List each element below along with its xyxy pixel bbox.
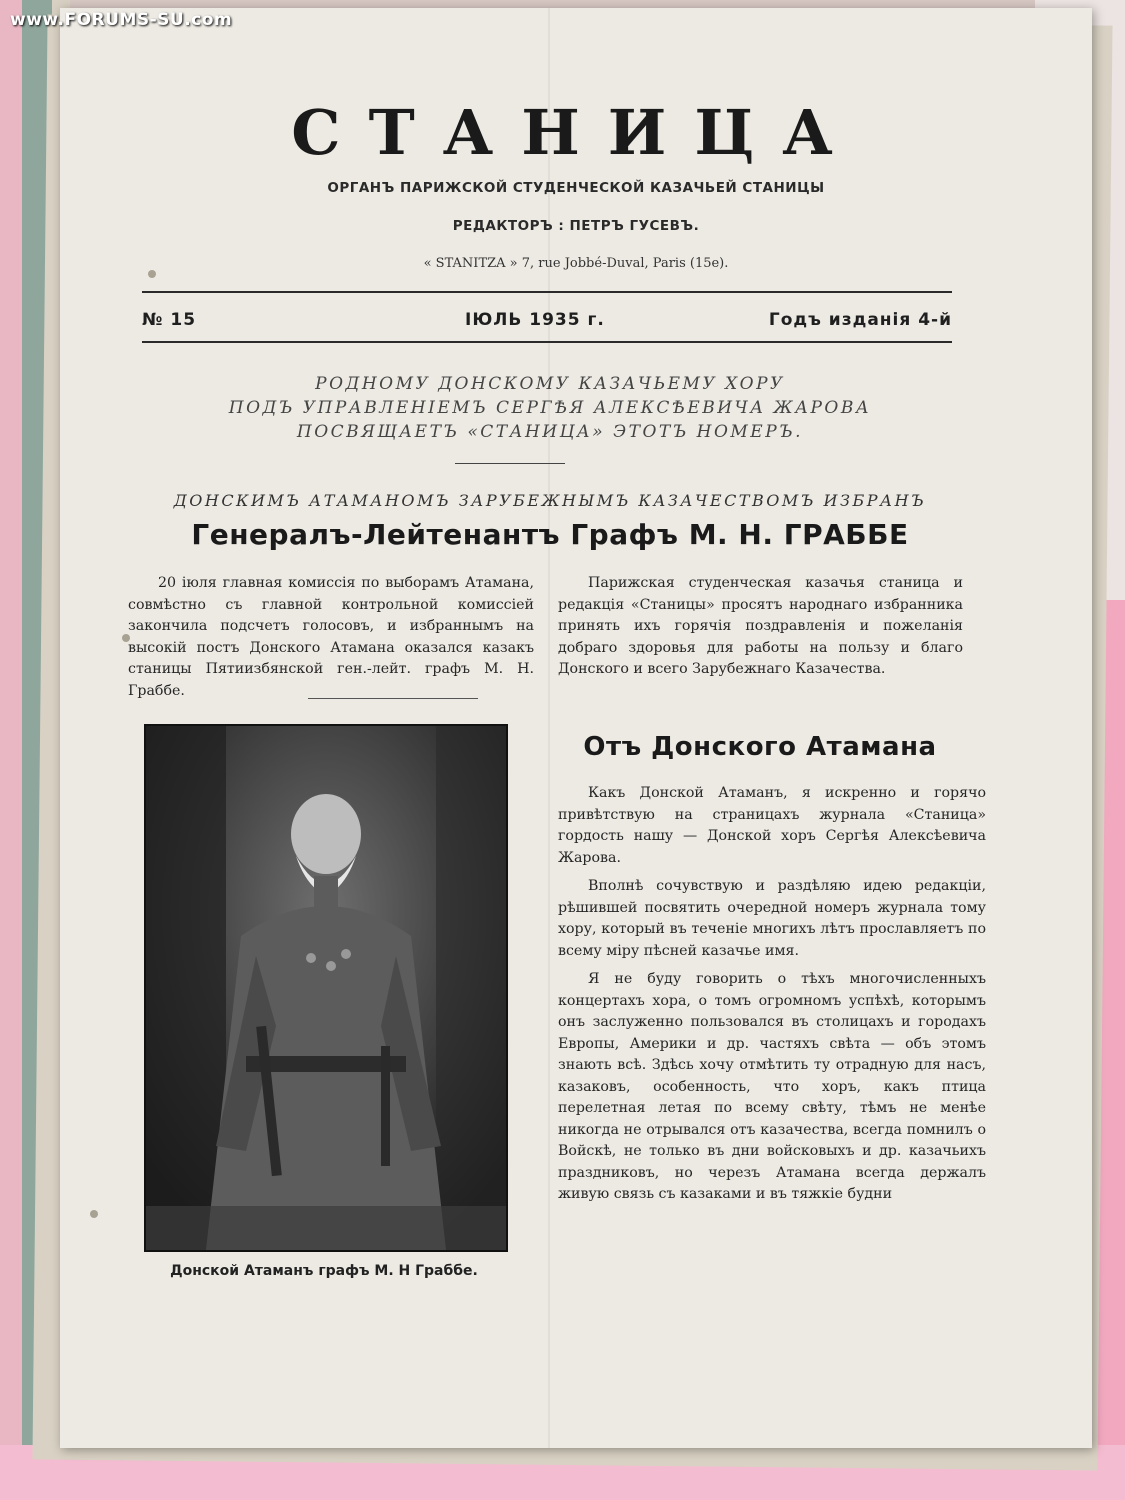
masthead-title: СТАНИЦА xyxy=(291,96,861,169)
newspaper-page xyxy=(60,8,1092,1448)
issue-year: Годъ изданія 4-й xyxy=(768,310,952,330)
lead-right-column xyxy=(558,573,963,681)
masthead-editor: РЕДАКТОРЪ : ПЕТРЪ ГУСЕВЪ. xyxy=(452,218,700,234)
second-article-paragraph-2: Вполнѣ сочувствую и раздѣляю идею редакціи, рѣшившей посвятить очередной номеръ журнала тому хору, который въ теченіе многихъ лѣтъ прославляетъ по всему міру пѣсней казачье имя. xyxy=(558,878,986,959)
lead-left-text: 20 іюля главная комиссія по выборамъ Атамана, совмѣстно съ главной контрольной комиссіей закончила подсчетъ голосовъ, и избраннымъ на высокій постъ Донского Атамана оказался казакъ станицы Пятиизбянской ген.-лейт. графъ М. Н. Граббе. xyxy=(128,575,534,699)
lead-right-text: Парижская студенческая казачья станица и редакція «Станицы» просятъ народнаго избранника принять ихъ горячія поздравленія и пожеланія добраго здоровья для работы на пользу и благо Донского и всего Зарубежнаго Казачества. xyxy=(558,575,963,677)
watermark: www.FORUMS-SU.com xyxy=(10,10,233,30)
dedication-line-1: РОДНОМУ ДОНСКОМУ КАЗАЧЬЕМУ ХОРУ xyxy=(315,374,785,394)
masthead-organ: ОРГАНЪ ПАРИЖСКОЙ СТУДЕНЧЕСКОЙ КАЗАЧЬЕЙ СТАНИЦЫ xyxy=(327,180,825,196)
masthead-address: « STANITZA » 7, rue Jobbé-Duval, Paris (15e). xyxy=(423,256,729,271)
issue-date: ІЮЛЬ 1935 г. xyxy=(465,310,605,330)
lead-left-underline xyxy=(308,698,478,699)
photo-caption: Донской Атаманъ графъ М. Н Граббе. xyxy=(170,1263,478,1279)
header-rule-bottom xyxy=(142,341,952,343)
second-article-body xyxy=(558,783,986,1213)
dedication-rule xyxy=(455,463,565,464)
issue-number: № 15 xyxy=(142,310,197,330)
lead-left-column xyxy=(128,573,534,702)
staple-hole-top xyxy=(148,270,156,278)
lead-kicker: ДОНСКИМЪ АТАМАНОМЪ ЗАРУБЕЖНЫМЪ КАЗАЧЕСТВОМЪ ИЗБРАНЪ xyxy=(173,491,927,510)
header-rule-top xyxy=(142,291,952,293)
staple-hole-bottom xyxy=(90,1210,98,1218)
staple-hole-middle xyxy=(122,634,130,642)
lead-headline: Генералъ-Лейтенантъ Графъ М. Н. ГРАББЕ xyxy=(191,518,909,551)
ataman-photo xyxy=(144,724,508,1252)
second-article-paragraph-1: Какъ Донской Атаманъ, я искренно и горячо привѣтствую на страницахъ журнала «Станица» гордость нашу — Донской хоръ Сергѣя Алексѣевича Жарова. xyxy=(558,785,986,866)
dedication-line-3: ПОСВЯЩАЕТЪ «СТАНИЦА» ЭТОТЪ НОМЕРЪ. xyxy=(296,422,804,442)
second-article-title: Отъ Донского Атамана xyxy=(583,732,937,762)
second-article-paragraph-3: Я не буду говорить о тѣхъ многочисленныхъ концертахъ хора, о томъ огромномъ успѣхѣ, которымъ онъ заслуженно пользовался въ столицахъ и городахъ Европы, Америки и др. частяхъ свѣта — объ этомъ знають всѣ. Здѣсь хочу отмѣтить ту отрадную для насъ, казаковъ, особенность, что хоръ, какъ птица перелетная летая по всему свѣту, тѣмъ не менѣе никогда не отрывался отъ казачества, всегда помнилъ о Войскѣ, не только въ дни войсковыхъ и др. казачьихъ праздниковъ, но черезъ Атамана всегда держалъ живую связь съ казаками и въ тяжкіе будни xyxy=(558,971,986,1202)
portrait-figure xyxy=(146,726,506,1250)
dedication-line-2: ПОДЪ УПРАВЛЕНІЕМЪ СЕРГѢЯ АЛЕКСѢЕВИЧА ЖАРОВА xyxy=(228,398,872,418)
